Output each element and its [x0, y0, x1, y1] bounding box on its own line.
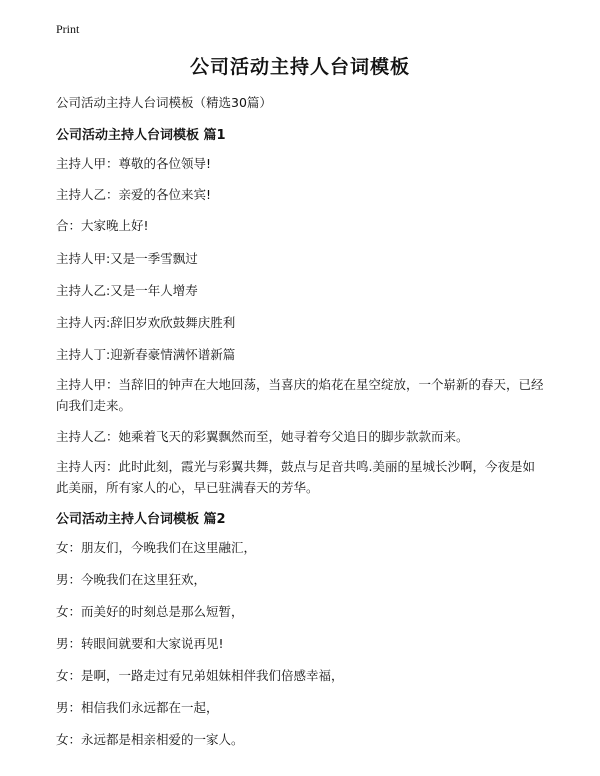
script-line: 男：转眼间就要和大家说再见!	[56, 636, 224, 651]
script-line: 主持人丁:迎新春豪情满怀谱新篇	[56, 347, 236, 362]
script-line: 女：是啊，一路走过有兄弟姐妹相伴我们倍感幸福，	[56, 668, 344, 683]
script-line: 合：大家晚上好!	[56, 218, 149, 233]
script-line: 主持人乙:又是一年人增寿	[56, 283, 198, 298]
script-line: 女：朋友们，今晚我们在这里融汇，	[56, 540, 257, 555]
script-line: 主持人乙：亲爱的各位来宾!	[56, 187, 212, 202]
section-heading-2: 公司活动主持人台词模板 篇2	[56, 512, 226, 527]
script-line: 男：今晚我们在这里狂欢，	[56, 572, 207, 587]
script-line: 主持人丙：此时此刻，霞光与彩翼共舞，鼓点与足音共鸣.美丽的星城长沙啊，今夜是如此美丽，所有家人的心，早已驻满春天的芳华。	[56, 459, 535, 495]
script-line: 主持人甲:又是一季雪飘过	[56, 251, 198, 266]
document-subtitle: 公司活动主持人台词模板（精选30篇）	[56, 95, 272, 110]
script-line: 主持人丙:辞旧岁欢欣鼓舞庆胜利	[56, 315, 236, 330]
document-title: 公司活动主持人台词模板	[189, 56, 410, 78]
section-heading-1: 公司活动主持人台词模板 篇1	[56, 128, 226, 143]
script-line: 女：永远都是相亲相爱的一家人。	[56, 732, 244, 747]
script-line: 主持人甲：尊敬的各位领导!	[56, 156, 212, 171]
script-line: 女：而美好的时刻总是那么短暂，	[56, 604, 244, 619]
script-line: 主持人乙：她乘着飞天的彩翼飘然而至，她寻着夸父追日的脚步款款而来。	[56, 429, 469, 444]
script-line: 主持人甲：当辞旧的钟声在大地回荡，当喜庆的焰花在星空绽放，一个崭新的春天，已经向我们走来。	[56, 377, 544, 413]
script-line: 男：相信我们永远都在一起，	[56, 700, 219, 715]
print-link[interactable]: Print	[56, 22, 80, 36]
